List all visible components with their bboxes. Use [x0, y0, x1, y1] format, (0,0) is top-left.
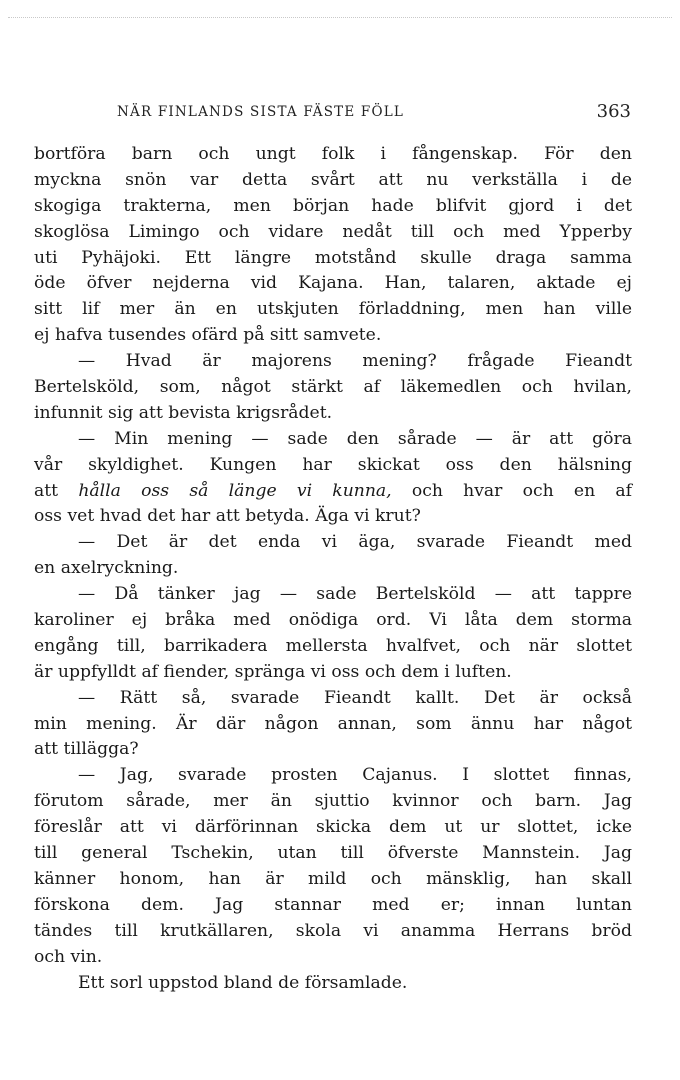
text-line: en axelryckning. — [34, 558, 179, 579]
text-line: och vin. — [34, 946, 103, 967]
text-line: — Min mening — sade den sårade — är att göra — [78, 428, 632, 449]
text-line: — Hvad är majorens mening? frågade Fieandt — [78, 351, 632, 372]
text-line: — Det är det enda vi äga, svarade Fieandt med — [78, 532, 632, 553]
text-line: — Rätt så, svarade Fieandt kallt. Det är också — [78, 687, 632, 708]
text-line: föreslår att vi därförinnan skicka dem ut ur slottet, icke — [34, 817, 632, 838]
text-line: förutom sårade, mer än sjuttio kvinnor och barn. Jag — [34, 791, 632, 812]
text-line: uti Pyhäjoki. Ett längre motstånd skulle draga samma — [34, 247, 632, 268]
text-line: skogiga trakterna, men början hade blifvit gjord i det — [34, 195, 632, 216]
text-line: — Jag, svarade prosten Cajanus. I slottet finnas, — [78, 765, 632, 786]
text-segment: att — [34, 480, 79, 501]
text-line: engång till, barrikadera mellersta hvalfvet, och när slottet — [34, 635, 632, 656]
body-text — [34, 142, 632, 996]
text-line: oss vet hvad det har att betyda. Äga vi krut? — [34, 506, 421, 527]
text-line: karoliner ej bråka med onödiga ord. Vi låta dem storma — [34, 610, 632, 631]
text-line: förskona dem. Jag stannar med er; innan luntan — [34, 894, 632, 915]
page-number: 363 — [596, 101, 631, 122]
text-line-italic-phrase — [34, 479, 632, 505]
italic-phrase: hålla oss så länge vi kunna, — [78, 480, 392, 501]
text-line: min mening. Är där någon annan, som ännu har något — [34, 713, 632, 734]
text-line: Ett sorl uppstod bland de församlade. — [78, 972, 408, 993]
text-line: vår skyldighet. Kungen har skickat oss den hälsning — [34, 454, 632, 475]
text-segment: och hvar och en af — [391, 480, 632, 501]
text-line: myckna snön var detta svårt att nu verkställa i de — [34, 169, 632, 190]
text-line: är uppfylldt af fiender, spränga vi oss och dem i luften. — [34, 661, 512, 682]
text-line: öde öfver nejderna vid Kajana. Han, talaren, aktade ej — [34, 273, 632, 294]
text-line: till general Tschekin, utan till öfverste Mannstein. Jag — [34, 843, 632, 864]
text-line: att tillägga? — [34, 739, 139, 760]
text-line: känner honom, han är mild och mänsklig, han skall — [34, 868, 632, 889]
text-line: ej hafva tusendes ofärd på sitt samvete. — [34, 325, 382, 346]
text-line: infunnit sig att bevista krigsrådet. — [34, 402, 333, 423]
text-line: bortföra barn och ungt folk i fångenskap. För den — [34, 144, 632, 164]
text-line: — Då tänker jag — sade Bertelsköld — att tappre — [78, 584, 632, 605]
scan-edge-line — [8, 17, 672, 18]
text-line: skoglösa Limingo och vidare nedåt till och med Ypperby — [34, 221, 632, 242]
text-line: tändes till krutkällaren, skola vi anamma Herrans bröd — [34, 920, 632, 941]
running-header — [37, 101, 637, 126]
text-line: Bertelsköld, som, något stärkt af läkemedlen och hvilan, — [34, 377, 632, 398]
running-title: NÄR FINLANDS SISTA FÄSTE FÖLL — [117, 104, 405, 120]
text-line: sitt lif mer än en utskjuten förladdning, men han ville — [34, 299, 632, 320]
